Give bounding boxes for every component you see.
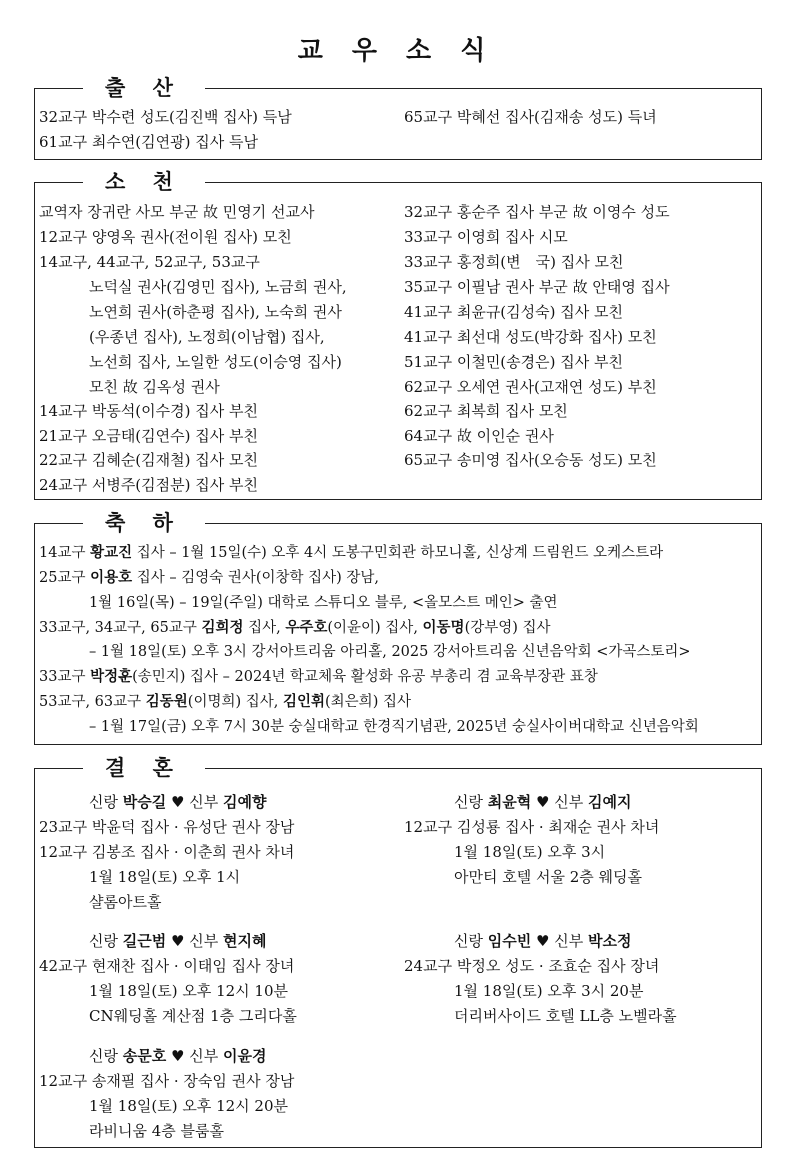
couple-detail: 12교구 송재필 집사 · 장숙임 권사 장남 bbox=[39, 1072, 295, 1090]
death-item: 22교구 김혜순(김재철) 집사 모친 bbox=[39, 451, 258, 469]
groom-word: 신랑 bbox=[89, 1047, 118, 1065]
death-item: 41교구 최윤규(김성숙) 집사 모친 bbox=[404, 303, 623, 321]
couple-detail: 1월 18일(토) 오후 3시 bbox=[454, 843, 606, 861]
honoree-name: 김희정 bbox=[201, 619, 244, 636]
text: (최은희) 집사 bbox=[325, 694, 411, 710]
congrats-line bbox=[39, 667, 598, 687]
couple-header bbox=[454, 792, 632, 812]
groom-name: 임수빈 bbox=[487, 932, 532, 950]
bride-name: 이윤경 bbox=[223, 1047, 267, 1065]
birth-item: 32교구 박수련 성도(김진백 집사) 득남 bbox=[39, 108, 292, 126]
groom-name: 송문호 bbox=[122, 1047, 167, 1065]
bride-name: 박소정 bbox=[588, 932, 632, 950]
congrats-line bbox=[39, 692, 411, 712]
couple-detail: 1월 18일(토) 오후 3시 20분 bbox=[454, 982, 644, 1000]
congrats-line bbox=[39, 618, 551, 638]
couple-detail: 라비니움 4층 블룸홀 bbox=[89, 1122, 225, 1140]
birth-item: 65교구 박혜선 집사(김재송 성도) 득녀 bbox=[404, 108, 657, 126]
bride-word: 신부 bbox=[189, 1047, 219, 1065]
heart-icon: ♥ bbox=[171, 1047, 185, 1065]
congrats-line bbox=[39, 568, 379, 588]
groom-word: 신랑 bbox=[454, 932, 483, 950]
wedding-heading: 결 혼 bbox=[83, 755, 205, 781]
text: 1월 16일(목) – 19일(주일) 대학로 스튜디오 블루, <올모스트 메인> 출연 bbox=[89, 595, 558, 611]
death-item: 12교구 양영옥 권사(전이원 집사) 모친 bbox=[39, 228, 292, 246]
death-item: 21교구 오금태(김연수) 집사 부친 bbox=[39, 427, 258, 445]
text: – 1월 17일(금) 오후 7시 30분 숭실대학교 한경직기념관, 2025년 숭실사이버대학교 신년음악회 bbox=[89, 719, 699, 735]
bride-word: 신부 bbox=[554, 932, 584, 950]
bride-word: 신부 bbox=[189, 793, 219, 811]
text: 집사 – 1월 15일(수) 오후 4시 도봉구민회관 하모니홀, 신상계 드림윈드 오케스트라 bbox=[132, 545, 664, 561]
bride-name: 김예지 bbox=[588, 793, 632, 811]
couple-detail: 12교구 김봉조 집사 · 이춘희 권사 차녀 bbox=[39, 843, 295, 861]
death-item: 노선희 집사, 노일한 성도(이승영 집사) bbox=[89, 353, 342, 371]
text: 53교구, 63교구 bbox=[39, 694, 146, 710]
birth-section bbox=[34, 75, 762, 160]
birth-heading: 출 산 bbox=[83, 75, 205, 101]
death-item: 62교구 오세연 권사(고재연 성도) 부친 bbox=[404, 378, 657, 396]
couple-detail: 23교구 박윤덕 집사 · 유성단 권사 장남 bbox=[39, 818, 295, 836]
groom-name: 길근범 bbox=[122, 932, 167, 950]
bride-word: 신부 bbox=[189, 932, 219, 950]
birth-item: 61교구 최수연(김연광) 집사 득남 bbox=[39, 133, 258, 151]
groom-word: 신랑 bbox=[89, 932, 118, 950]
death-item: 14교구 박동석(이수경) 집사 부친 bbox=[39, 402, 258, 420]
heart-icon: ♥ bbox=[536, 932, 550, 950]
couple-header bbox=[454, 931, 632, 951]
death-item: 65교구 송미영 집사(오승동 성도) 모친 bbox=[404, 451, 657, 469]
honoree-name: 이동명 bbox=[422, 619, 465, 636]
death-item: 노연희 권사(하춘평 집사), 노숙희 권사 bbox=[89, 303, 342, 321]
couple-detail: 1월 18일(토) 오후 12시 10분 bbox=[89, 982, 289, 1000]
text: (강부영) 집사 bbox=[464, 620, 551, 636]
groom-name: 최윤혁 bbox=[487, 793, 532, 811]
text: 33교구, 34교구, 65교구 bbox=[39, 620, 202, 636]
groom-name: 박승길 bbox=[122, 793, 167, 811]
text: 14교구 bbox=[39, 545, 91, 561]
honoree-name: 김동원 bbox=[145, 693, 188, 710]
couple-detail: 1월 18일(토) 오후 1시 bbox=[89, 868, 241, 886]
couple-detail: 샬롬아트홀 bbox=[89, 893, 162, 911]
death-item: 노덕실 권사(김영민 집사), 노금희 권사, bbox=[89, 278, 347, 296]
text: (송민지) 집사 – 2024년 학교체육 활성화 유공 부총리 겸 교육부장관 표창 bbox=[132, 669, 598, 685]
text: (이윤이) 집사, bbox=[327, 620, 423, 636]
heart-icon: ♥ bbox=[171, 793, 185, 811]
couple-detail: 1월 18일(토) 오후 12시 20분 bbox=[89, 1097, 289, 1115]
congrats-heading: 축 하 bbox=[83, 510, 205, 536]
death-item: 14교구, 44교구, 52교구, 53교구 bbox=[39, 253, 260, 271]
couple-header bbox=[89, 792, 267, 812]
couple-detail: 12교구 김성룡 집사 · 최재순 권사 차녀 bbox=[404, 818, 660, 836]
bride-name: 김예향 bbox=[223, 793, 267, 811]
text: 25교구 bbox=[39, 570, 91, 586]
congrats-line bbox=[89, 642, 691, 662]
death-item: 33교구 이영희 집사 시모 bbox=[404, 228, 568, 246]
death-section bbox=[34, 169, 762, 500]
congrats-line bbox=[89, 593, 558, 613]
text: – 1월 18일(토) 오후 3시 강서아트리움 아리홀, 2025 강서아트리움 신년음악회 <가곡스토리> bbox=[89, 644, 691, 660]
death-item: 교역자 장귀란 사모 부군 故 민영기 선교사 bbox=[39, 203, 315, 221]
honoree-name: 이용호 bbox=[90, 569, 133, 586]
death-item: 41교구 최선대 성도(박강화 집사) 모친 bbox=[404, 328, 657, 346]
death-item: 64교구 故 이인순 권사 bbox=[404, 427, 554, 445]
heart-icon: ♥ bbox=[536, 793, 550, 811]
groom-word: 신랑 bbox=[89, 793, 118, 811]
groom-word: 신랑 bbox=[454, 793, 483, 811]
honoree-name: 우주호 bbox=[285, 619, 328, 636]
death-item: 62교구 최복희 집사 모친 bbox=[404, 402, 568, 420]
heart-icon: ♥ bbox=[171, 932, 185, 950]
bride-name: 현지혜 bbox=[223, 932, 267, 950]
wedding-section bbox=[34, 755, 762, 1148]
death-item: 24교구 서병주(김점분) 집사 부친 bbox=[39, 476, 258, 494]
text: 집사 – 김영숙 권사(이창학 집사) 장남, bbox=[132, 570, 380, 586]
honoree-name: 김인휘 bbox=[282, 693, 326, 710]
text: (이명희) 집사, bbox=[187, 694, 283, 710]
death-heading: 소 천 bbox=[83, 169, 205, 195]
couple-detail: 아만티 호텔 서울 2층 웨딩홀 bbox=[454, 868, 643, 886]
honoree-name: 황교진 bbox=[90, 544, 133, 561]
congrats-line bbox=[39, 543, 663, 563]
congrats-line bbox=[89, 717, 699, 737]
couple-detail: 42교구 현재찬 집사 · 이태임 집사 장녀 bbox=[39, 957, 295, 975]
death-item: 33교구 홍정희(변 국) 집사 모친 bbox=[404, 253, 624, 271]
couple-detail: 더리버사이드 호텔 LL층 노벨라홀 bbox=[454, 1007, 677, 1025]
text: 집사, bbox=[243, 620, 286, 636]
couple-header bbox=[89, 1046, 267, 1066]
death-item: 모친 故 김옥성 권사 bbox=[89, 378, 220, 396]
text: 33교구 bbox=[39, 669, 91, 685]
honoree-name: 박정훈 bbox=[90, 668, 133, 685]
congrats-section bbox=[34, 510, 762, 745]
death-item: (우종년 집사), 노정희(이남협) 집사, bbox=[89, 328, 325, 346]
death-item: 51교구 이철민(송경은) 집사 부친 bbox=[404, 353, 623, 371]
death-item: 35교구 이필남 권사 부군 故 안태영 집사 bbox=[404, 278, 670, 296]
page-title: 교 우 소 식 bbox=[297, 36, 496, 66]
couple-detail: 24교구 박정오 성도 · 조효순 집사 장녀 bbox=[404, 957, 660, 975]
couple-header bbox=[89, 931, 267, 951]
couple-detail: CN웨딩홀 계산점 1층 그리다홀 bbox=[89, 1007, 297, 1025]
death-item: 32교구 홍순주 집사 부군 故 이영수 성도 bbox=[404, 203, 670, 221]
bride-word: 신부 bbox=[554, 793, 584, 811]
